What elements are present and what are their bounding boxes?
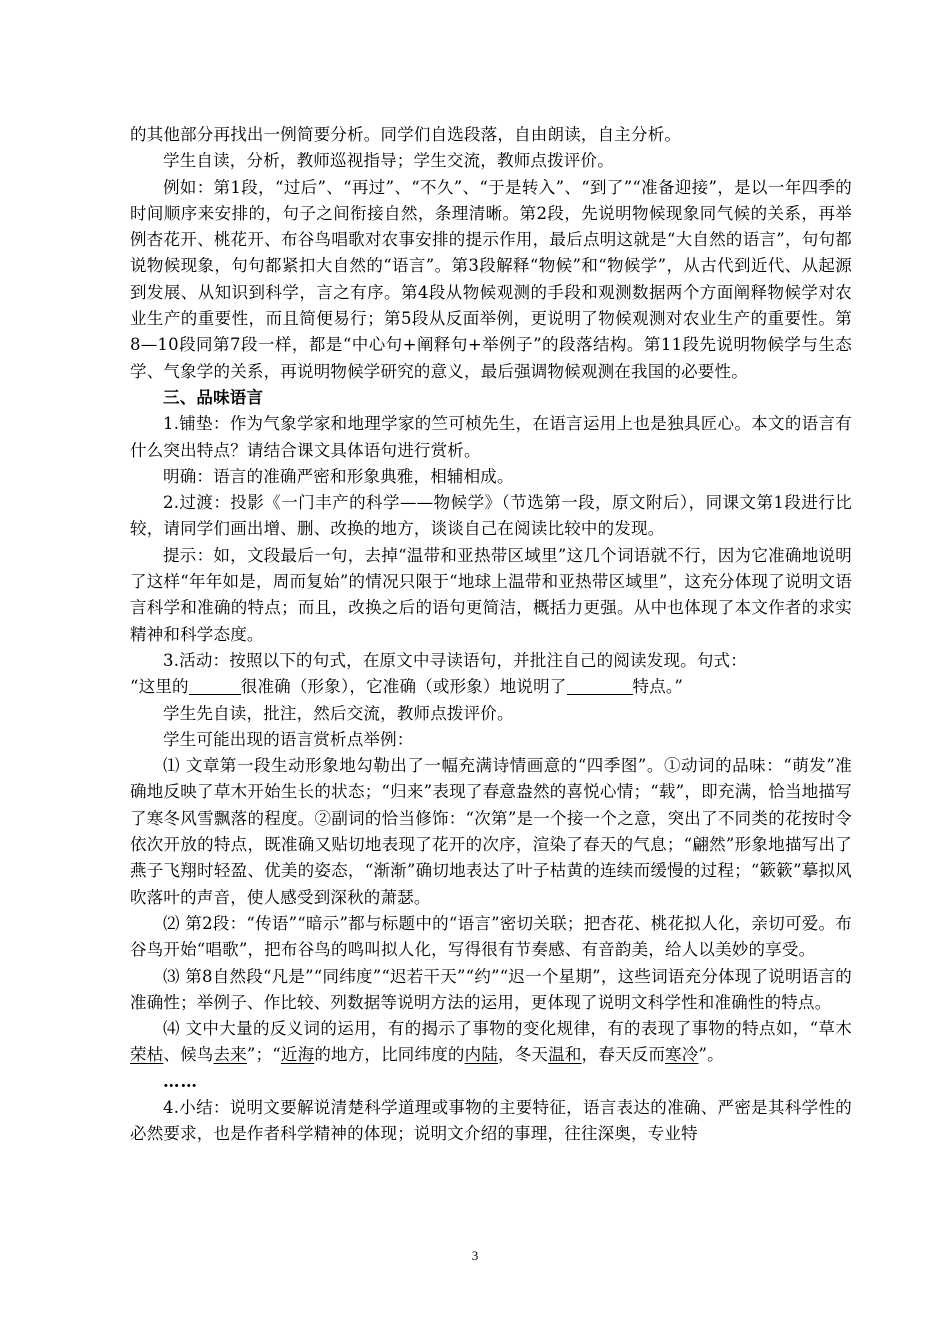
underlined-word: 荣枯 <box>130 1045 164 1065</box>
ellipsis: …… <box>163 1071 198 1091</box>
page-number: 3 <box>471 1248 479 1263</box>
pattern-text: 很准确（形象），它准确（或形象）地说明了 <box>240 677 567 697</box>
sentence-pattern <box>130 674 852 700</box>
fill-blank <box>189 678 241 696</box>
antonym-paragraph <box>130 1016 852 1069</box>
paragraph: 的其他部分再找出一例简要分析。同学们自选段落，自由朗读，自主分析。 <box>130 125 682 144</box>
paragraph: 1.铺垫：作为气象学家和地理学家的竺可桢先生，在语言运用上也是独具匠心。本文的语言有什么突出特点？请结合课文具体语句进行赏析。 <box>130 414 852 460</box>
section-heading: 三、品味语言 <box>163 387 264 407</box>
underlined-word: 寒冷 <box>665 1045 699 1065</box>
fill-blank <box>567 678 633 696</box>
underlined-word: 近海 <box>280 1045 315 1065</box>
underlined-word: 内陆 <box>464 1045 499 1065</box>
text-run: ，冬天 <box>498 1045 549 1065</box>
page-content <box>130 122 852 1148</box>
text-run: ”；“ <box>246 1045 281 1065</box>
paragraph: 例如：第1段，“过后”、“再过”、“不久”、“于是转入”、“到了”“准备迎接”，是以一年四季的时间顺序来安排的，句子之间衔接自然，条理清晰。第2段，先说明物候现象同气候的关系，再举例杏花开、桃花开、布谷鸟唱歌对农事安排的提示作用，最后点明这就是“大自然的语言”，句句都说物候现象，句句都紧扣大自然的“语言”。第3段解释“物候”和“物候学”，从古代到近代、从起源到发展、从知识到科学，言之有序。第4段从物候观测的手段和观测数据两个方面阐释物候学对农业生产的重要性，而且简便易行；第5段从反面举例，更说明了物候观测对农业生产的重要性。第8—10段同第7段一样，都是“中心句+阐释句+举例子”的段落结构。第11段先说明物候学与生态学、气象学的关系，再说明物候学研究的意义，最后强调物候观测在我国的必要性。 <box>130 177 852 381</box>
paragraph: ⑶ 第8自然段“凡是”“同纬度”“迟若干天”“约”“迟一个星期”，这些词语充分体现了说明语言的准确性；举例子、作比较、列数据等说明方法的运用，更体现了说明文科学性和准确性的特点。 <box>130 966 852 1012</box>
text-run: 、候鸟 <box>163 1045 214 1065</box>
paragraph: 学生先自读，批注，然后交流，教师点拨评价。 <box>163 703 514 723</box>
text-run: ，春天反而 <box>581 1045 666 1065</box>
pattern-text: “这里的 <box>130 677 189 697</box>
paragraph: ⑵ 第2段：“传语”“暗示”都与标题中的“语言”密切关联；把杏花、桃花拟人化，亲切可爱。布谷鸟开始“唱歌”，把布谷鸟的鸣叫拟人化，写得很有节奏感、有音韵美，给人以美妙的享受。 <box>130 913 852 960</box>
paragraph: 3.活动：按照以下的句式，在原文中寻读语句，并批注自己的阅读发现。句式： <box>163 650 747 670</box>
pattern-text: 特点。” <box>632 677 683 697</box>
text-run: ”。 <box>698 1045 724 1065</box>
paragraph: 明确：语言的准确严密和形象典雅，相辅相成。 <box>163 466 514 486</box>
paragraph: 学生自读，分析，教师巡视指导；学生交流，教师点拨评价。 <box>163 151 614 171</box>
paragraph: ⑴ 文章第一段生动形象地勾勒出了一幅充满诗情画意的“四季图”。①动词的品味：“萌发”准确地反映了草木开始生长的状态；“归来”表现了春意盎然的喜悦心情；“载”，即充满，恰当地描写了寒冬风雪飘落的程度。②副词的恰当修饰：“次第”是一个接一个之意，突出了不同类的花按时令依次开放的特点，既准确又贴切地表现了花开的次序，渲染了春天的气息；“翩然”形象地描写出了燕子飞翔时轻盈、优美的姿态，“渐渐”确切地表达了叶子枯黄的连续而缓慢的过程；“簌簌”摹拟风吹落叶的声音，使人感受到深秋的萧瑟。 <box>130 756 852 907</box>
paragraph: 学生可能出现的语言赏析点举例： <box>163 729 414 749</box>
underlined-word: 去来 <box>213 1045 247 1065</box>
paragraph: 2.过渡：投影《一门丰产的科学——物候学》（节选第一段，原文附后），同课文第1段进行比较，请同学们画出增、删、改换的地方，谈谈自己在阅读比较中的发现。 <box>130 493 852 539</box>
text-run: ⑷ 文中大量的反义词的运用，有的揭示了事物的变化规律，有的表现了事物的特点如，“草木 <box>163 1019 852 1039</box>
underlined-word: 温和 <box>548 1045 582 1065</box>
text-run: 的地方，比同纬度的 <box>314 1045 465 1065</box>
paragraph: 提示：如，文段最后一句，去掉“温带和亚热带区域里”这几个词语就不行，因为它准确地说明了这样“年年如是，周而复始”的情况只限于“地球上温带和亚热带区域里”，这充分体现了说明文语言科学和准确的特点；而且，改换之后的语句更简洁，概括力更强。从中也体现了本文作者的求实精神和科学态度。 <box>130 545 852 644</box>
paragraph: 4.小结：说明文要解说清楚科学道理或事物的主要特征，语言表达的准确、严密是其科学性的必然要求，也是作者科学精神的体现；说明文介绍的事理，往往深奥，专业特 <box>130 1097 852 1144</box>
